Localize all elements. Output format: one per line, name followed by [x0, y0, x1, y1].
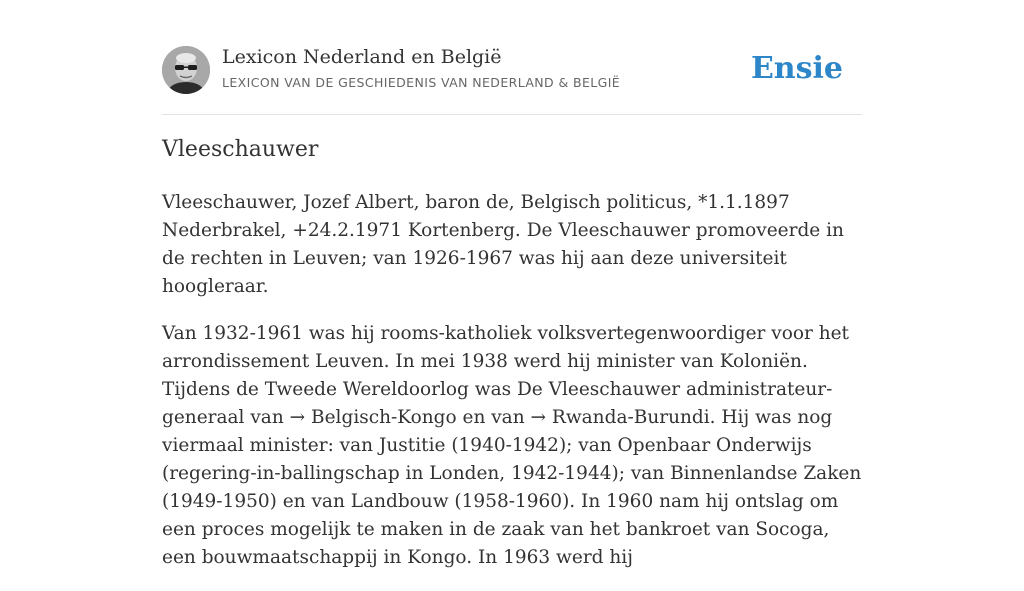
- avatar-portrait-image: [162, 46, 210, 94]
- entry-body: [162, 189, 862, 591]
- entry-title: Vleeschauwer: [162, 137, 319, 162]
- ensie-logo[interactable]: Ensie: [750, 51, 843, 86]
- site-header: [162, 44, 862, 115]
- entry-paragraph: Vleeschauwer, Jozef Albert, baron de, Belgisch politicus, *1.1.1897 Nederbrakel, +24.2.1971 Kortenberg. De Vleeschauwer promoveerde in de rechten in Leuven; van 1926-1967 was hij aan deze universiteit hoogleraar.: [162, 192, 844, 297]
- author-avatar[interactable]: [162, 46, 210, 94]
- lexicon-title[interactable]: Lexicon Nederland en België: [222, 46, 502, 68]
- entry-paragraph: Van 1932-1961 was hij rooms-katholiek volksvertegenwoordiger voor het arrondissement Leuven. In mei 1938 werd hij minister van Koloniën. Tijdens de Tweede Wereldoorlog was De Vleeschauwer administrateur-generaal van → Belgisch-Kongo en van → Rwanda-Burundi. Hij was nog viermaal minister: van Justitie (1940-1942); van Openbaar Onderwijs (regering-in-ballingschap in Londen, 1942-1944); van Binnenlandse Zaken (1949-1950) en van Landbouw (1958-1960). In 1960 nam hij ontslag om een proces mogelijk te maken in de zaak van het bankroet van Socoga, een bouwmaatschappij in Kongo. In 1963 werd hij: [162, 323, 862, 568]
- lexicon-subtitle: LEXICON VAN DE GESCHIEDENIS VAN NEDERLAND & BELGIË: [222, 75, 621, 90]
